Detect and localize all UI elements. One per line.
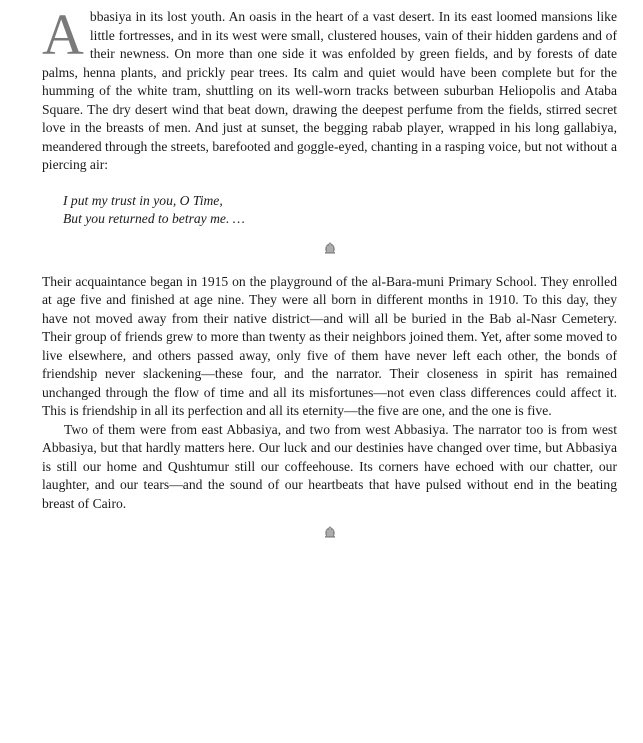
body-paragraph-2: Two of them were from east Abbasiya, and two from west Abbasiya. The narrator too is from west Abbasiya, but that hardly matters here. Our luck and our destinies have changed over time, but Abbasiya is still our home and Qushtumur still our coffeehouse. Its corners have echoed with our chatter, our laughter, and our tears—and the sound of our heartbeats that have pulsed without end in the beating breast of Cairo. xyxy=(42,421,617,511)
drop-cap-letter: A xyxy=(42,2,84,67)
fleuron-ornament-icon xyxy=(323,241,337,255)
section-break-ornament-1 xyxy=(42,241,617,255)
verse-quote xyxy=(63,192,617,229)
book-page xyxy=(42,2,617,539)
section-break-ornament-2 xyxy=(42,525,617,539)
verse-line-2: But you returned to betray me. … xyxy=(63,211,245,226)
opening-paragraph xyxy=(42,2,617,175)
body-paragraph-1: Their acquaintance began in 1915 on the playground of the al-Bara-muni Primary School. They enrolled at age five and finished at age nine. They were all born in different months in 1910. To this day, they have not moved away from their native district—and will all be buried in the Bab al-Nasr Cemetery. Their group of friends grew to more than twenty as their neighbors joined them. Yet, after some moved to live elsewhere, and others passed away, only five of them have never left each other, the bonds of friendship never slackening—these four, and the narrator. Their closeness in spirit has remained unchanged through the flow of time and all its misfortunes—not even class differences could affect it. This is friendship in all its perfection and all its eternity—the five are one, and the one is five. xyxy=(42,273,617,418)
verse-line-1: I put my trust in you, O Time, xyxy=(63,192,223,208)
fleuron-ornament-icon xyxy=(323,525,337,539)
opening-paragraph-text: bbasiya in its lost youth. An oasis in the heart of a vast desert. In its east loomed mansions like little fortresses, and in its west were small, clustered houses, vain of their hidden gardens and of their newness. On more than one side it was enfolded by green fields, and by forests of date palms, henna plants, and prickly pear trees. Its calm and quiet would have been complete but for the humming of the white tram, shuttling on its well-worn tracks between suburban Heliopolis and Ataba Square. The dry desert wind that beat down, drawing the deepest perfume from the fields, stirred secret love in the breasts of men. And just at sunset, the begging rabab player, wrapped in his long gallabiya, meandered through the streets, barefooted and goggle-eyed, chanting in a rasping voice, but not without a piercing air: xyxy=(42,9,617,172)
